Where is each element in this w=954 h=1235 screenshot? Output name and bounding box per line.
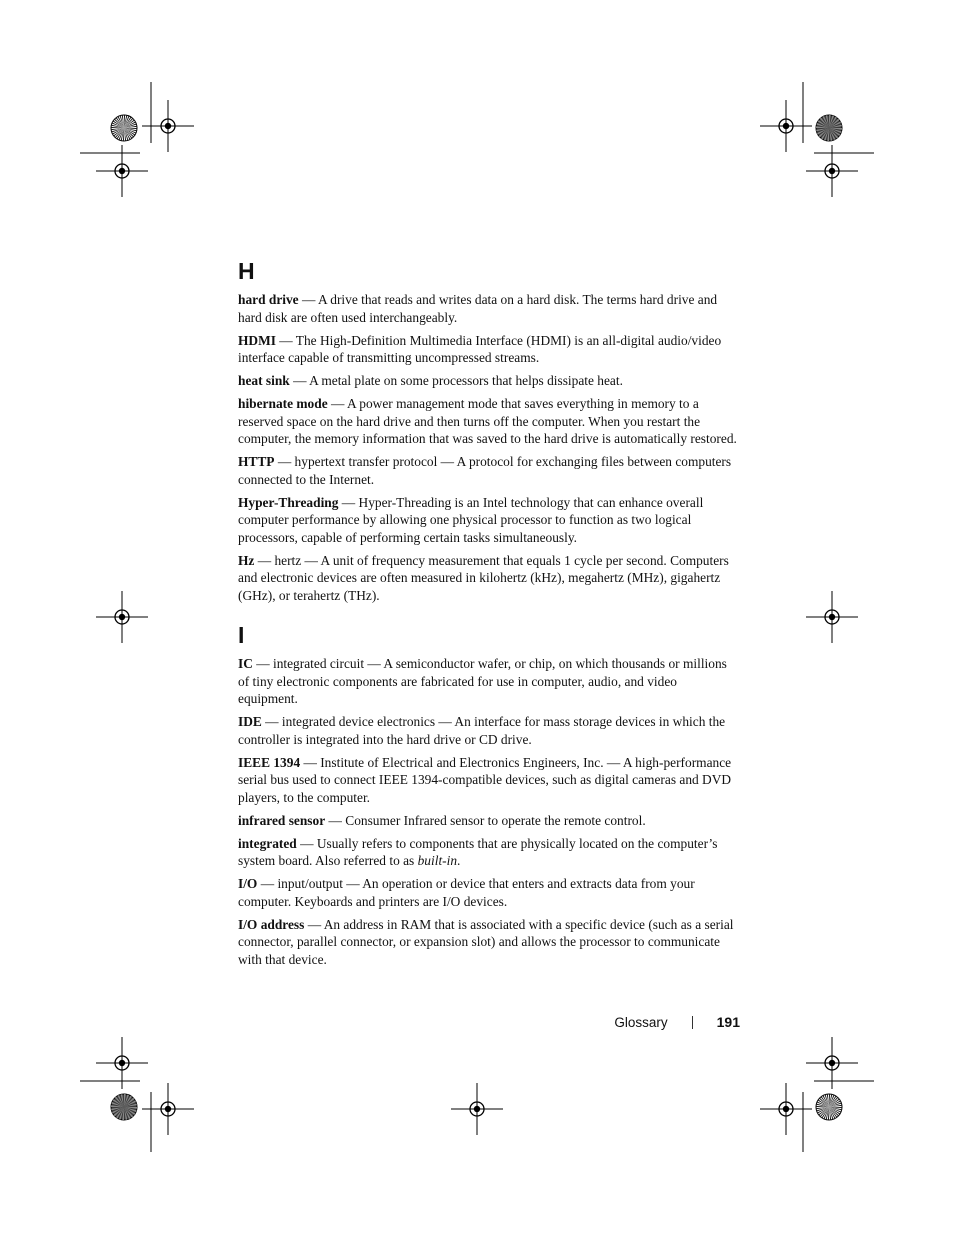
section-heading-h: H <box>238 258 255 284</box>
glossary-definition: — An address in RAM that is associated with a specific device (such as a serial connector, parallel connector, or expansion slot) and allows the processor to communicate with that device. <box>238 916 734 967</box>
glossary-entry <box>238 453 738 488</box>
glossary-term: IC <box>238 656 253 671</box>
glossary-definition: — input/output — An operation or device that enters and extracts data from your computer. Keyboards and printers are I/O devices. <box>238 876 695 909</box>
glossary-entry <box>238 372 738 390</box>
footer-separator <box>692 1016 693 1029</box>
section-h-entries <box>238 291 738 604</box>
section-i-entries <box>238 655 738 968</box>
glossary-entry <box>238 552 738 605</box>
footer-section-label: Glossary <box>614 1014 668 1030</box>
glossary-term: I/O <box>238 876 258 891</box>
glossary-emphasis: built-in <box>417 853 458 868</box>
glossary-definition: — integrated device electronics — An interface for mass storage devices in which the controller is integrated into the hard drive or CD drive. <box>238 714 726 747</box>
crosshair-registration-icon <box>142 100 194 152</box>
glossary-entry <box>238 754 738 807</box>
glossary-definition: — A power management mode that saves everything in memory to a reserved space on the hard drive and then turns off the computer. When you restart the computer, the memory information that was saved to the hard drive is automatically restored. <box>238 396 737 446</box>
starburst-wheel-icon <box>111 115 137 141</box>
starburst-wheel-icon <box>111 1094 137 1120</box>
crosshair-registration-icon <box>451 1083 503 1135</box>
glossary-definition: — Usually refers to components that are physically located on the computer’s system board. Also referred to as <box>238 835 718 868</box>
glossary-entry <box>238 916 738 969</box>
glossary-entry <box>238 875 738 910</box>
starburst-wheel-icon <box>816 115 842 141</box>
crosshair-registration-icon <box>96 591 148 643</box>
glossary-entry <box>238 332 738 367</box>
glossary-entry <box>238 713 738 748</box>
glossary-entry <box>238 655 738 708</box>
glossary-term: infrared sensor <box>238 812 326 828</box>
glossary-definition: — hypertext transfer protocol — A protocol for exchanging files between computers connected to the Internet. <box>238 454 732 487</box>
glossary-entry <box>238 291 738 326</box>
glossary-term: integrated <box>238 835 297 851</box>
starburst-wheel-icon <box>816 1094 842 1120</box>
glossary-definition: — integrated circuit — A semiconductor wafer, or chip, on which thousands or millions of tiny electronic components are fabricated for use in computer, audio, and video equipment. <box>238 656 727 706</box>
glossary-term: hibernate mode <box>238 396 328 411</box>
glossary-definition: — A drive that reads and writes data on a hard disk. The terms hard drive and hard disk are often used interchangeably. <box>238 292 718 325</box>
glossary-entry <box>238 835 738 870</box>
glossary-term: hard drive <box>238 292 299 307</box>
glossary-term: HDMI <box>238 332 276 348</box>
glossary-entry <box>238 395 738 448</box>
glossary-entry <box>238 494 738 547</box>
crosshair-registration-icon <box>142 1083 194 1135</box>
crosshair-registration-icon <box>806 591 858 643</box>
glossary-term: HTTP <box>238 454 275 469</box>
glossary-content <box>238 258 738 974</box>
page-footer <box>614 1014 740 1030</box>
glossary-definition: — Consumer Infrared sensor to operate the remote control. <box>325 812 646 828</box>
glossary-definition: — Institute of Electrical and Electronics Engineers, Inc. — A high-performance serial bus used to connect IEEE 1394-compatible devices, such as digital cameras and DVD players, to the computer. <box>238 754 732 805</box>
glossary-definition: — The High-Definition Multimedia Interface (HDMI) is an all-digital audio/video interface capable of transmitting uncompressed streams. <box>238 332 722 365</box>
section-heading-i: I <box>238 622 245 648</box>
glossary-term: IEEE 1394 <box>238 754 301 770</box>
glossary-definition: — Hyper-Threading is an Intel technology that can enhance overall computer performance by allowing one physical processor to function as two logical processors, capable of performing certain tasks simultaneously. <box>238 494 704 545</box>
glossary-entry <box>238 812 738 830</box>
glossary-definition: — hertz — A unit of frequency measurement that equals 1 cycle per second. Computers and electronic devices are often measured in kilohertz (kHz), megahertz (MHz), gigahertz (GHz), or terahertz (THz). <box>238 552 729 603</box>
glossary-term: I/O address <box>238 916 305 932</box>
crosshair-registration-icon <box>760 1083 812 1135</box>
crosshair-registration-icon <box>760 100 812 152</box>
glossary-term: IDE <box>238 714 262 729</box>
glossary-term: Hz <box>238 552 255 568</box>
page-number: 191 <box>716 1014 740 1030</box>
glossary-definition-end: . <box>457 853 461 868</box>
glossary-term: heat sink <box>238 373 290 388</box>
glossary-term: Hyper-Threading <box>238 494 339 510</box>
glossary-definition: — A metal plate on some processors that helps dissipate heat. <box>289 373 623 388</box>
